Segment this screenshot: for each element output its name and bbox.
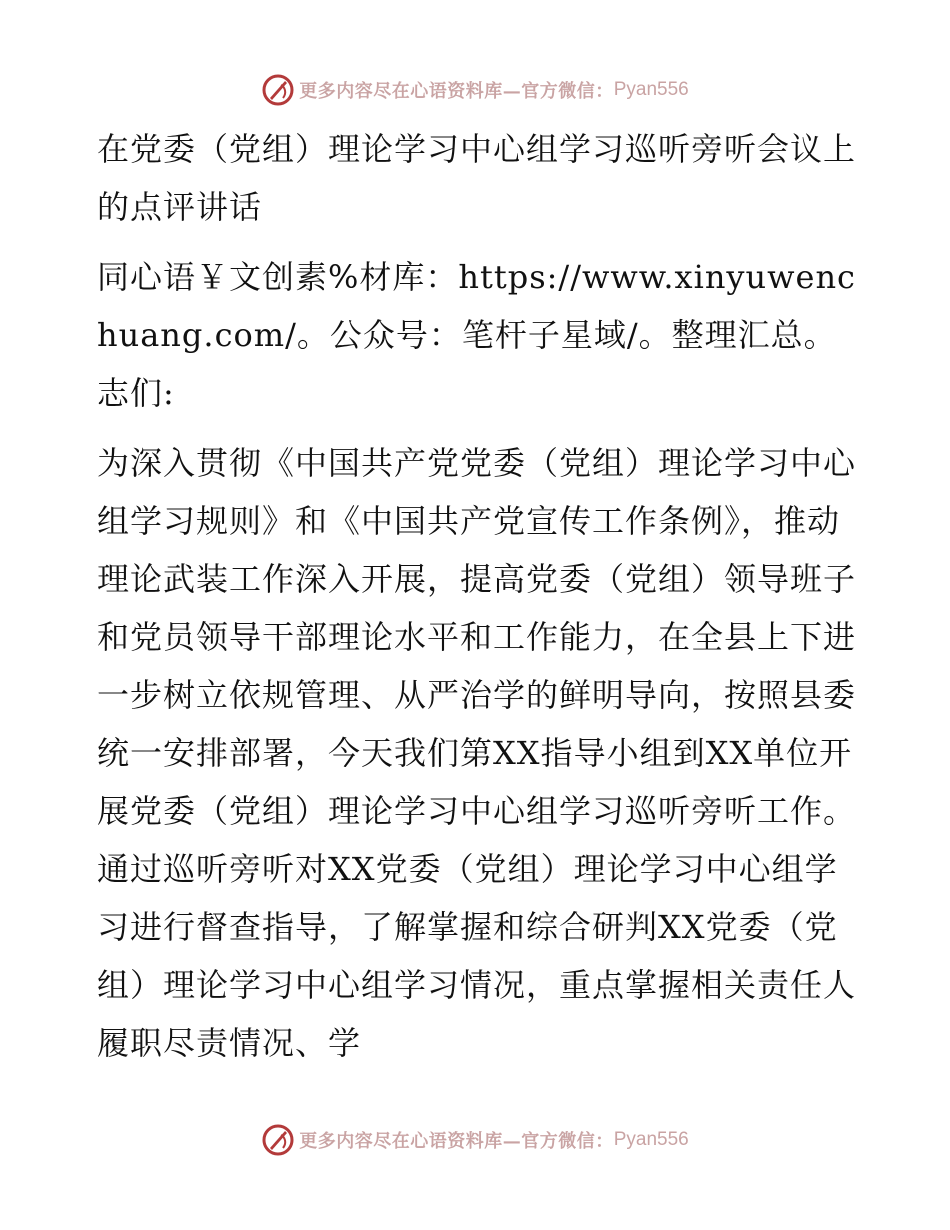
footer-banner bbox=[0, 1120, 950, 1160]
banner-text: 更多内容尽在心语资料库—官方微信： bbox=[299, 81, 614, 102]
quill-logo-icon bbox=[261, 73, 295, 107]
document-body bbox=[97, 120, 867, 1072]
document-intro: 同心语￥文创素%材库：https://www.xinyuwenchuang.com/。公众号：笔杆子星域/。整理汇总。志们: bbox=[97, 258, 856, 412]
banner-text: 更多内容尽在心语资料库—官方微信： bbox=[299, 1131, 614, 1152]
document-title: 在党委（党组）理论学习中心组学习巡听旁听会议上的点评讲话 bbox=[97, 130, 857, 226]
header-banner bbox=[0, 70, 950, 110]
banner-wechat-id: Pyan556 bbox=[613, 1129, 689, 1150]
banner-wechat-id: Pyan556 bbox=[613, 79, 689, 100]
quill-logo-icon bbox=[261, 1123, 295, 1157]
document-paragraph: 为深入贯彻《中国共产党党委（党组）理论学习中心组学习规则》和《中国共产党宣传工作条例》，推动理论武装工作深入开展，提高党委（党组）领导班子和党员领导干部理论水平和工作能力，在全县上下进一步树立依规管理、从严治学的鲜明导向，按照县委统一安排部署，今天我们第XX指导小组到XX单位开展党委（党组）理论学习中心组学习巡听旁听工作。通过巡听旁听对XX党委（党组）理论学习中心组学习进行督查指导，了解掌握和综合研判XX党委（党组）理论学习中心组学习情况，重点掌握相关责任人履职尽责情况、学 bbox=[97, 444, 857, 1062]
